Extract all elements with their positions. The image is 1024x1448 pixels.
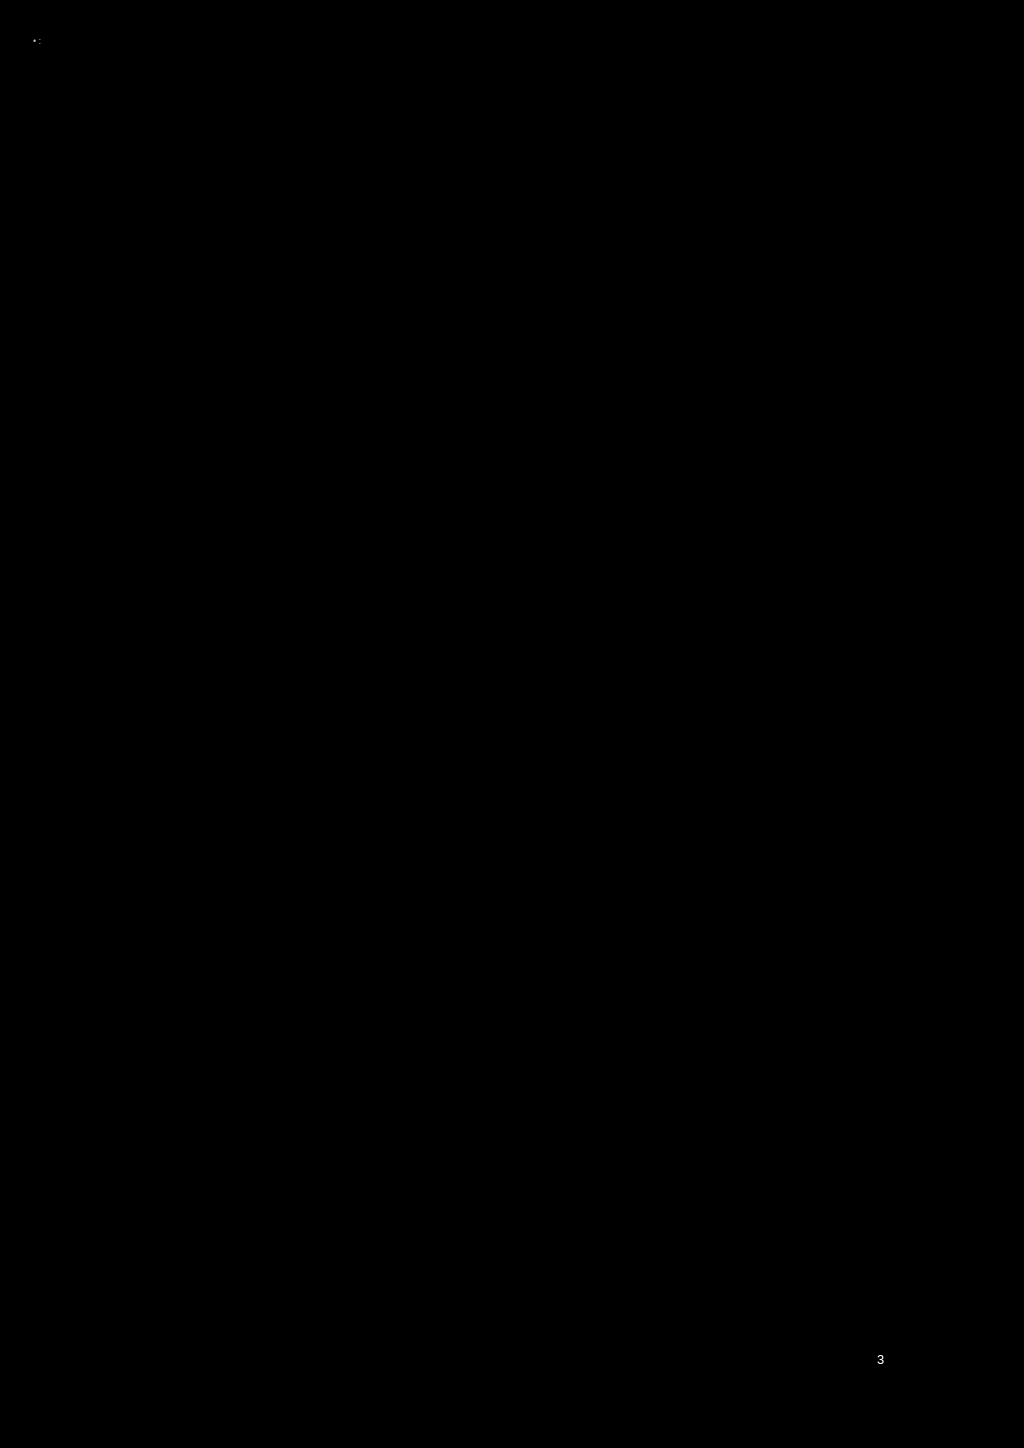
table-row <box>109 274 936 326</box>
row-zwiekszenie: 13 700,00 <box>791 572 936 624</box>
row-zwiekszenie: 154 810,00 <box>791 624 936 710</box>
row-zwiekszenie: 154 810,00 <box>791 710 936 762</box>
row-paragraf <box>169 326 203 344</box>
row-description: WPŁATA ŚRODKÓW FINANSOWYCH Z NIEWYKORZYSTANYCH W TERMINIE WYDATKÓW, KTÓRE NIE WYGASAJĄ Z UPŁYWEM ROKU BUDŻETOWEGO <box>203 274 651 326</box>
table-row <box>109 344 936 362</box>
row-zmniejszenie: 0,00 <box>651 256 791 274</box>
table-row <box>109 256 936 274</box>
header-zwiekszenie: Zwiększenie <box>791 187 936 238</box>
row-paragraf <box>169 256 203 274</box>
row-zmniejszenie: 0,00 <box>651 362 791 414</box>
row-code: 758 <box>109 238 169 256</box>
row-zmniejszenie: 0,00 <box>651 502 791 554</box>
header-paragraf: § <box>169 187 203 238</box>
table-row <box>109 414 936 432</box>
row-paragraf <box>169 238 203 256</box>
row-code <box>109 572 169 624</box>
row-zwiekszenie: 1 822 638,00 <box>791 256 936 274</box>
row-zwiekszenie: 13 700,00 <box>791 554 936 572</box>
header-wyszczegolnienie: Wyszczególnienie <box>203 187 651 238</box>
row-description: DOTACJE CELOWE OTRZYMANE Z BUDŻETU PAŃSTWA NA REALIZACJĘ WŁASNYCH ZADAŃ BIEŻĄCYCH GMIN (ZWIĄZKÓW GMIN, ZWIĄZKÓW POWIATOWO-GMINNYCH) <box>203 432 651 484</box>
table-row <box>109 484 936 502</box>
row-code: 80104 <box>109 414 169 432</box>
row-zwiekszenie: 23 290,00 <box>791 362 936 414</box>
budget-table <box>108 186 936 883</box>
row-paragraf <box>169 554 203 572</box>
row-paragraf <box>169 484 203 502</box>
row-description: DOTACJE CELOWE OTRZYMANE Z BUDŻETU PAŃSTWA NA REALIZACJĘ WŁASNYCH ZADAŃ BIEŻĄCYCH GMIN (ZWIĄZKÓW GMIN, ZWIĄZKÓW POWIATOWO-GMINNYCH) <box>203 572 651 624</box>
row-code: 801 <box>109 326 169 344</box>
row-description: DOTACJE CELOWE OTRZYMANE Z BUDŻETU PAŃSTWA NA REALIZACJĘ WŁASNYCH ZADAŃ BIEŻĄCYCH GMIN (ZWIĄZKÓW GMIN, ZWIĄZKÓW POWIATOWO-GMINNYCH) <box>203 362 651 414</box>
budget-table-container <box>108 186 935 883</box>
row-code <box>109 362 169 414</box>
row-zwiekszenie: 1 460 011,00 <box>791 780 936 883</box>
table-row <box>109 362 936 414</box>
row-code: 80149 <box>109 624 169 710</box>
row-zmniejszenie: 0,00 <box>651 710 791 762</box>
row-zmniejszenie: 0,00 <box>651 274 791 326</box>
row-code: 75814 <box>109 256 169 274</box>
table-row <box>109 554 936 572</box>
row-paragraf: 2030 <box>169 362 203 414</box>
row-paragraf <box>169 624 203 710</box>
row-zwiekszenie: 2 057 740,00 <box>791 432 936 484</box>
row-code <box>109 274 169 326</box>
row-code: 80103 <box>109 344 169 362</box>
row-code: 80106 <box>109 554 169 572</box>
row-paragraf: 2030 <box>169 710 203 762</box>
row-paragraf: 2057 <box>169 780 203 883</box>
table-row <box>109 780 936 883</box>
row-zmniejszenie: 0,00 <box>651 554 791 572</box>
row-zwiekszenie: 23 290,00 <box>791 344 936 362</box>
row-paragraf <box>169 344 203 362</box>
row-description: INNE FORMY WYCHOWANIA PRZEDSZKOLNEGO <box>203 554 651 572</box>
row-code <box>109 780 169 883</box>
table-row <box>109 432 936 484</box>
row-zwiekszenie: 1 469 867,00 <box>791 762 936 780</box>
row-code <box>109 502 169 554</box>
row-code: 80105 <box>109 484 169 502</box>
row-description: PRZEDSZKOLA SPECJALNE <box>203 484 651 502</box>
row-zmniejszenie: 0,00 <box>651 572 791 624</box>
row-code <box>109 432 169 484</box>
row-description: RÓŻNE ROZLICZENIA <box>203 238 651 256</box>
row-zmniejszenie: 0,00 <box>651 432 791 484</box>
row-code: 80195 <box>109 762 169 780</box>
row-description: ODDZIAŁY PRZEDSZKOLNE W SZKOŁACH PODSTAWOWYCH <box>203 344 651 362</box>
row-paragraf: 2030 <box>169 432 203 484</box>
row-zmniejszenie: 0,00 <box>651 624 791 710</box>
row-zmniejszenie: 0,00 <box>651 344 791 362</box>
table-row <box>109 710 936 762</box>
row-description: OŚWIATA I WYCHOWANIE <box>203 326 651 344</box>
table-header-row <box>109 187 936 238</box>
row-zmniejszenie: 0,00 <box>651 414 791 432</box>
row-zmniejszenie: 0,00 <box>651 238 791 256</box>
table-row <box>109 326 936 344</box>
row-zmniejszenie: 0,00 <box>651 780 791 883</box>
row-description: RÓŻNE ROZLICZENIA FINANSOWE <box>203 256 651 274</box>
row-zwiekszenie: 1 822 638,00 <box>791 238 936 256</box>
table-row <box>109 624 936 710</box>
row-zmniejszenie: 0,00 <box>651 326 791 344</box>
row-paragraf: 2030 <box>169 572 203 624</box>
row-zwiekszenie: 1 822 638,00 <box>791 274 936 326</box>
row-description: DOTACJE CELOWE OTRZYMANE Z BUDŻETU PAŃSTWA NA REALIZACJĘ WŁASNYCH ZADAŃ BIEŻĄCYCH GMIN (ZWIĄZKÓW GMIN, ZWIĄZKÓW POWIATOWO-GMINNYCH) <box>203 710 651 762</box>
row-description: PRZEDSZKOLA <box>203 414 651 432</box>
row-description: DOTACJE CELOWE OTRZYMANE Z BUDŻETU PAŃSTWA NA REALIZACJĘ WŁASNYCH ZADAŃ BIEŻĄCYCH GMIN (ZWIĄZKÓW GMIN, ZWIĄZKÓW POWIATOWO-GMINNYCH) <box>203 502 651 554</box>
header-dzial: Dział Rozdz. <box>109 187 169 238</box>
row-zmniejszenie: 0,00 <box>651 484 791 502</box>
row-zwiekszenie: 3 752 287,00 <box>791 326 936 344</box>
row-paragraf <box>169 762 203 780</box>
row-paragraf: 6680 <box>169 274 203 326</box>
row-zmniejszenie: 0,00 <box>651 762 791 780</box>
header-zmniejszenie: Zmniejszenie <box>651 187 791 238</box>
row-zwiekszenie: 32 880,00 <box>791 484 936 502</box>
table-row <box>109 502 936 554</box>
row-paragraf: 2030 <box>169 502 203 554</box>
row-zwiekszenie: 32 880,00 <box>791 502 936 554</box>
row-paragraf <box>169 414 203 432</box>
table-row <box>109 572 936 624</box>
row-zwiekszenie: 2 057 740,00 <box>791 414 936 432</box>
page-number: 3 <box>877 1352 885 1367</box>
margin-marks: • : <box>33 36 42 46</box>
table-body <box>109 238 936 883</box>
row-description: POZOSTAŁA DZIAŁALNOŚĆ <box>203 762 651 780</box>
table-row <box>109 762 936 780</box>
row-description: REALIZACJA ZADAŃ WYMAGAJĄCYCH STOSOWANIA SPECJALNEJ ORGANIZACJI NAUKI I METOD PRACY DLA DZIECI W PRZEDSZKOLACH , ODDZIALACH PRZEDSZKOLNYCH W SZKOLACH PODSTAWOWYCH I INNYCH FORMACH WYCHOWANIA PRZEDSZKOLNEGO <box>203 624 651 710</box>
table-row <box>109 238 936 256</box>
row-code <box>109 710 169 762</box>
row-description: DOTACJE CELOWE W RAMACH PROGRAMÓW FINANSOWANYCH Z UDZIAŁEM ŚRODKÓW EUROPEJSKICH ORAZ ŚRODKÓW, O KTÓRYCH MOWA W ART. 5 UST. 3 PKT 5 LIT. A I B USTAWY, LUB PŁATNOŚCI W RAMACH BUDŻETU ŚRODKÓW EUROPEJSKICH REALIZOWANYCH PRZEZ JEDNOSTKI SAMORZĄDU TERYTORIALNEGO <box>203 780 651 883</box>
